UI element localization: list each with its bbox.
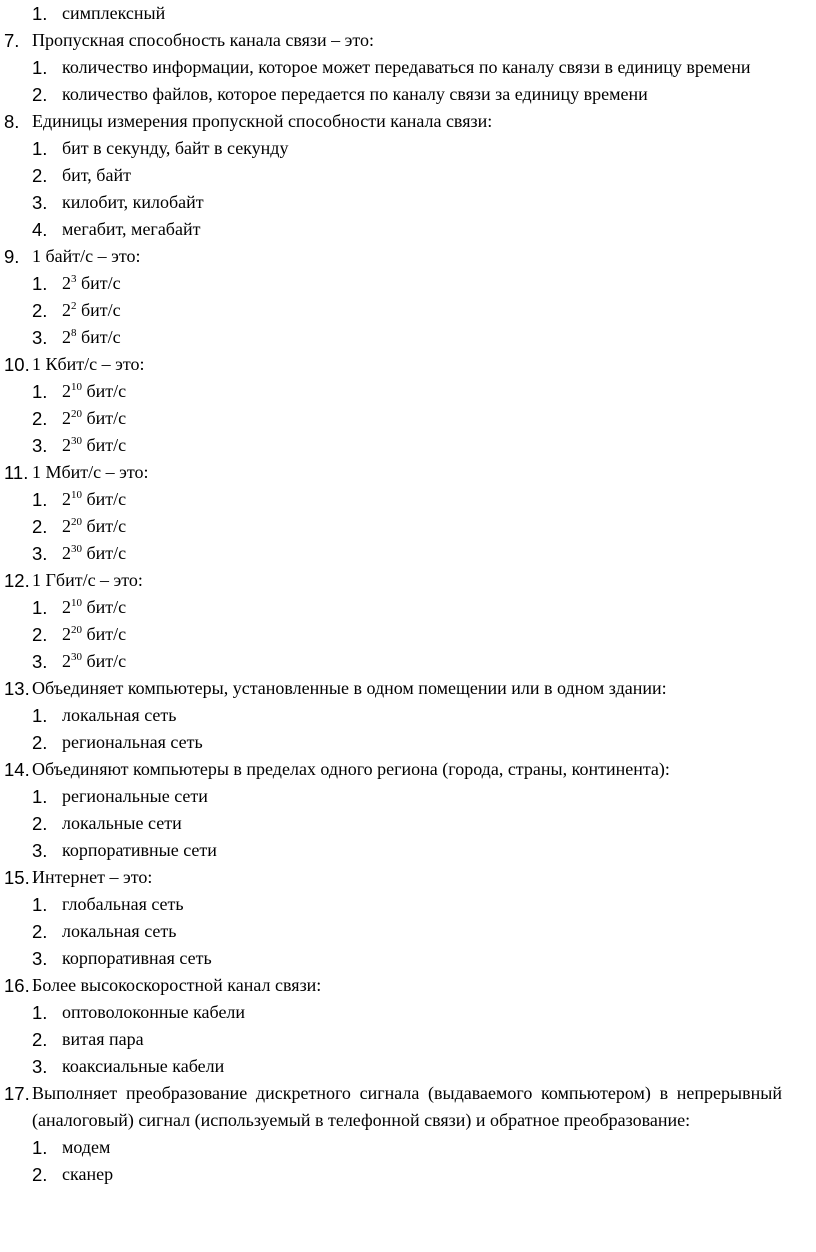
option-text: [62, 621, 796, 648]
option-text: [62, 486, 796, 513]
question-text: Выполняет преобразование дискретного сигнала (выдаваемого компьютером) в непрерывный (аналоговый) сигнал (используемый в телефонной связи) и обратное преобразование:: [32, 1083, 782, 1130]
answer-option: [0, 270, 816, 297]
option-text: килобит, килобайт: [62, 192, 204, 212]
power-base: 2: [62, 327, 71, 347]
answer-option: [0, 999, 816, 1026]
option-number: 2.: [32, 408, 48, 429]
question-number: 16.: [4, 975, 30, 996]
option-text: мегабит, мегабайт: [62, 219, 201, 239]
option-text: бит, байт: [62, 165, 131, 185]
power-exponent: 3: [71, 273, 77, 285]
question-item: [0, 459, 816, 486]
question-text: Объединяет компьютеры, установленные в одном помещении или в одном здании:: [32, 678, 667, 698]
power-exponent: 20: [71, 408, 82, 420]
question-number: 11.: [4, 462, 29, 483]
option-text: корпоративные сети: [62, 840, 217, 860]
power-base: 2: [62, 516, 71, 536]
option-number: 1.: [32, 1002, 48, 1023]
answer-option: [0, 54, 816, 81]
answer-option: [0, 135, 816, 162]
option-text: [62, 648, 796, 675]
option-text: [62, 513, 796, 540]
power-base: 2: [62, 435, 71, 455]
option-number: 2.: [32, 921, 48, 942]
unit-text: бит/с: [82, 597, 127, 617]
answer-option: [0, 81, 816, 108]
answer-option: [0, 648, 816, 675]
answer-option: [0, 1053, 816, 1080]
question-number: 15.: [4, 867, 30, 888]
option-text: витая пара: [62, 1029, 144, 1049]
option-number: 3.: [32, 840, 48, 861]
option-number: 2.: [32, 624, 48, 645]
option-text: бит в секунду, байт в секунду: [62, 138, 289, 158]
option-number: 1.: [32, 3, 48, 24]
question-text: Единицы измерения пропускной способности канала связи:: [32, 111, 493, 131]
question-item: [0, 27, 816, 54]
option-text: региональные сети: [62, 786, 208, 806]
power-exponent: 10: [71, 381, 82, 393]
power-exponent: 2: [71, 300, 77, 312]
answer-option: [0, 945, 816, 972]
power-exponent: 10: [71, 597, 82, 609]
answer-option: [0, 540, 816, 567]
question-number: 10.: [4, 354, 30, 375]
power-exponent: 30: [71, 543, 82, 555]
option-number: 2.: [32, 84, 48, 105]
option-text: корпоративная сеть: [62, 948, 212, 968]
option-text: [62, 297, 796, 324]
question-item: [0, 567, 816, 594]
question-item: [0, 1080, 816, 1134]
option-text: локальные сети: [62, 813, 182, 833]
answer-option: [0, 1161, 816, 1188]
unit-text: бит/с: [76, 327, 121, 347]
question-number: 8.: [4, 111, 20, 132]
option-text: локальная сеть: [62, 705, 177, 725]
option-text: [62, 432, 796, 459]
answer-option: [0, 702, 816, 729]
option-number: 2.: [32, 1029, 48, 1050]
option-number: 3.: [32, 1056, 48, 1077]
answer-option: [0, 1134, 816, 1161]
answer-option: [0, 729, 816, 756]
unit-text: бит/с: [82, 651, 127, 671]
answer-option: [0, 162, 816, 189]
answer-option: [0, 1026, 816, 1053]
answer-option: [0, 810, 816, 837]
option-text: [62, 324, 796, 351]
answer-option: [0, 189, 816, 216]
question-item: [0, 351, 816, 378]
question-text: 1 байт/с – это:: [32, 246, 141, 266]
question-number: 13.: [4, 678, 30, 699]
option-number: 3.: [32, 435, 48, 456]
option-text: количество информации, которое может передаваться по каналу связи в единицу времени: [62, 57, 751, 77]
answer-option: [0, 432, 816, 459]
power-base: 2: [62, 300, 71, 320]
option-text: оптоволоконные кабели: [62, 1002, 246, 1022]
option-number: 1.: [32, 381, 48, 402]
option-number: 1.: [32, 597, 48, 618]
option-number: 1.: [32, 273, 48, 294]
option-number: 1.: [32, 489, 48, 510]
option-number: 1.: [32, 1137, 48, 1158]
question-text: Интернет – это:: [32, 867, 153, 887]
question-text: 1 Гбит/с – это:: [32, 570, 143, 590]
answer-option: [0, 918, 816, 945]
answer-option: [0, 513, 816, 540]
option-number: 1.: [32, 705, 48, 726]
power-exponent: 30: [71, 435, 82, 447]
question-item: [0, 756, 816, 783]
option-text: количество файлов, которое передается по каналу связи за единицу времени: [62, 84, 648, 104]
answer-option: [0, 378, 816, 405]
option-number: 3.: [32, 651, 48, 672]
power-base: 2: [62, 273, 71, 293]
option-number: 2.: [32, 813, 48, 834]
unit-text: бит/с: [82, 624, 127, 644]
option-text: [62, 378, 796, 405]
option-number: 3.: [32, 327, 48, 348]
question-number: 14.: [4, 759, 30, 780]
unit-text: бит/с: [76, 300, 121, 320]
answer-option: [0, 783, 816, 810]
answer-option: [0, 324, 816, 351]
question-item: [0, 675, 816, 702]
option-text: [62, 270, 796, 297]
option-number: 1.: [32, 786, 48, 807]
option-text: [62, 405, 796, 432]
unit-text: бит/с: [82, 381, 127, 401]
option-number: 1.: [32, 894, 48, 915]
answer-option: [0, 486, 816, 513]
question-item: [0, 243, 816, 270]
option-number: 2.: [32, 165, 48, 186]
option-text: региональная сеть: [62, 732, 203, 752]
question-number: 7.: [4, 30, 20, 51]
question-number: 9.: [4, 246, 20, 267]
option-number: 2.: [32, 732, 48, 753]
answer-option: [0, 297, 816, 324]
power-exponent: 20: [71, 516, 82, 528]
option-text: коаксиальные кабели: [62, 1056, 225, 1076]
option-text: [62, 540, 796, 567]
question-text: 1 Кбит/с – это:: [32, 354, 145, 374]
power-base: 2: [62, 489, 71, 509]
power-exponent: 20: [71, 624, 82, 636]
power-exponent: 8: [71, 327, 77, 339]
answer-option: [0, 891, 816, 918]
option-text: симплексный: [62, 3, 166, 23]
question-text: 1 Мбит/с – это:: [32, 462, 149, 482]
option-text: [62, 594, 796, 621]
answer-option: [0, 837, 816, 864]
power-base: 2: [62, 381, 71, 401]
power-base: 2: [62, 597, 71, 617]
option-number: 1.: [32, 138, 48, 159]
option-text: сканер: [62, 1164, 114, 1184]
unit-text: бит/с: [82, 489, 127, 509]
answer-option: [0, 621, 816, 648]
answer-option: [0, 0, 816, 27]
question-number: 17.: [4, 1083, 30, 1104]
option-text: глобальная сеть: [62, 894, 184, 914]
power-base: 2: [62, 651, 71, 671]
option-text: модем: [62, 1137, 111, 1157]
answer-option: [0, 405, 816, 432]
answer-option: [0, 594, 816, 621]
power-exponent: 10: [71, 489, 82, 501]
question-item: [0, 108, 816, 135]
question-text: Объединяют компьютеры в пределах одного региона (города, страны, континента):: [32, 759, 670, 779]
question-text: Пропускная способность канала связи – это:: [32, 30, 374, 50]
option-number: 3.: [32, 948, 48, 969]
option-number: 2.: [32, 1164, 48, 1185]
unit-text: бит/с: [82, 543, 127, 563]
unit-text: бит/с: [82, 408, 127, 428]
question-number: 12.: [4, 570, 30, 591]
unit-text: бит/с: [82, 516, 127, 536]
option-number: 2.: [32, 516, 48, 537]
option-number: 3.: [32, 192, 48, 213]
power-base: 2: [62, 408, 71, 428]
power-base: 2: [62, 543, 71, 563]
option-text: локальная сеть: [62, 921, 177, 941]
option-number: 2.: [32, 300, 48, 321]
unit-text: бит/с: [76, 273, 121, 293]
option-number: 4.: [32, 219, 48, 240]
question-item: [0, 972, 816, 999]
unit-text: бит/с: [82, 435, 127, 455]
question-text: Более высокоскоростной канал связи:: [32, 975, 322, 995]
power-exponent: 30: [71, 651, 82, 663]
question-item: [0, 864, 816, 891]
answer-option: [0, 216, 816, 243]
power-base: 2: [62, 624, 71, 644]
option-number: 1.: [32, 57, 48, 78]
option-number: 3.: [32, 543, 48, 564]
